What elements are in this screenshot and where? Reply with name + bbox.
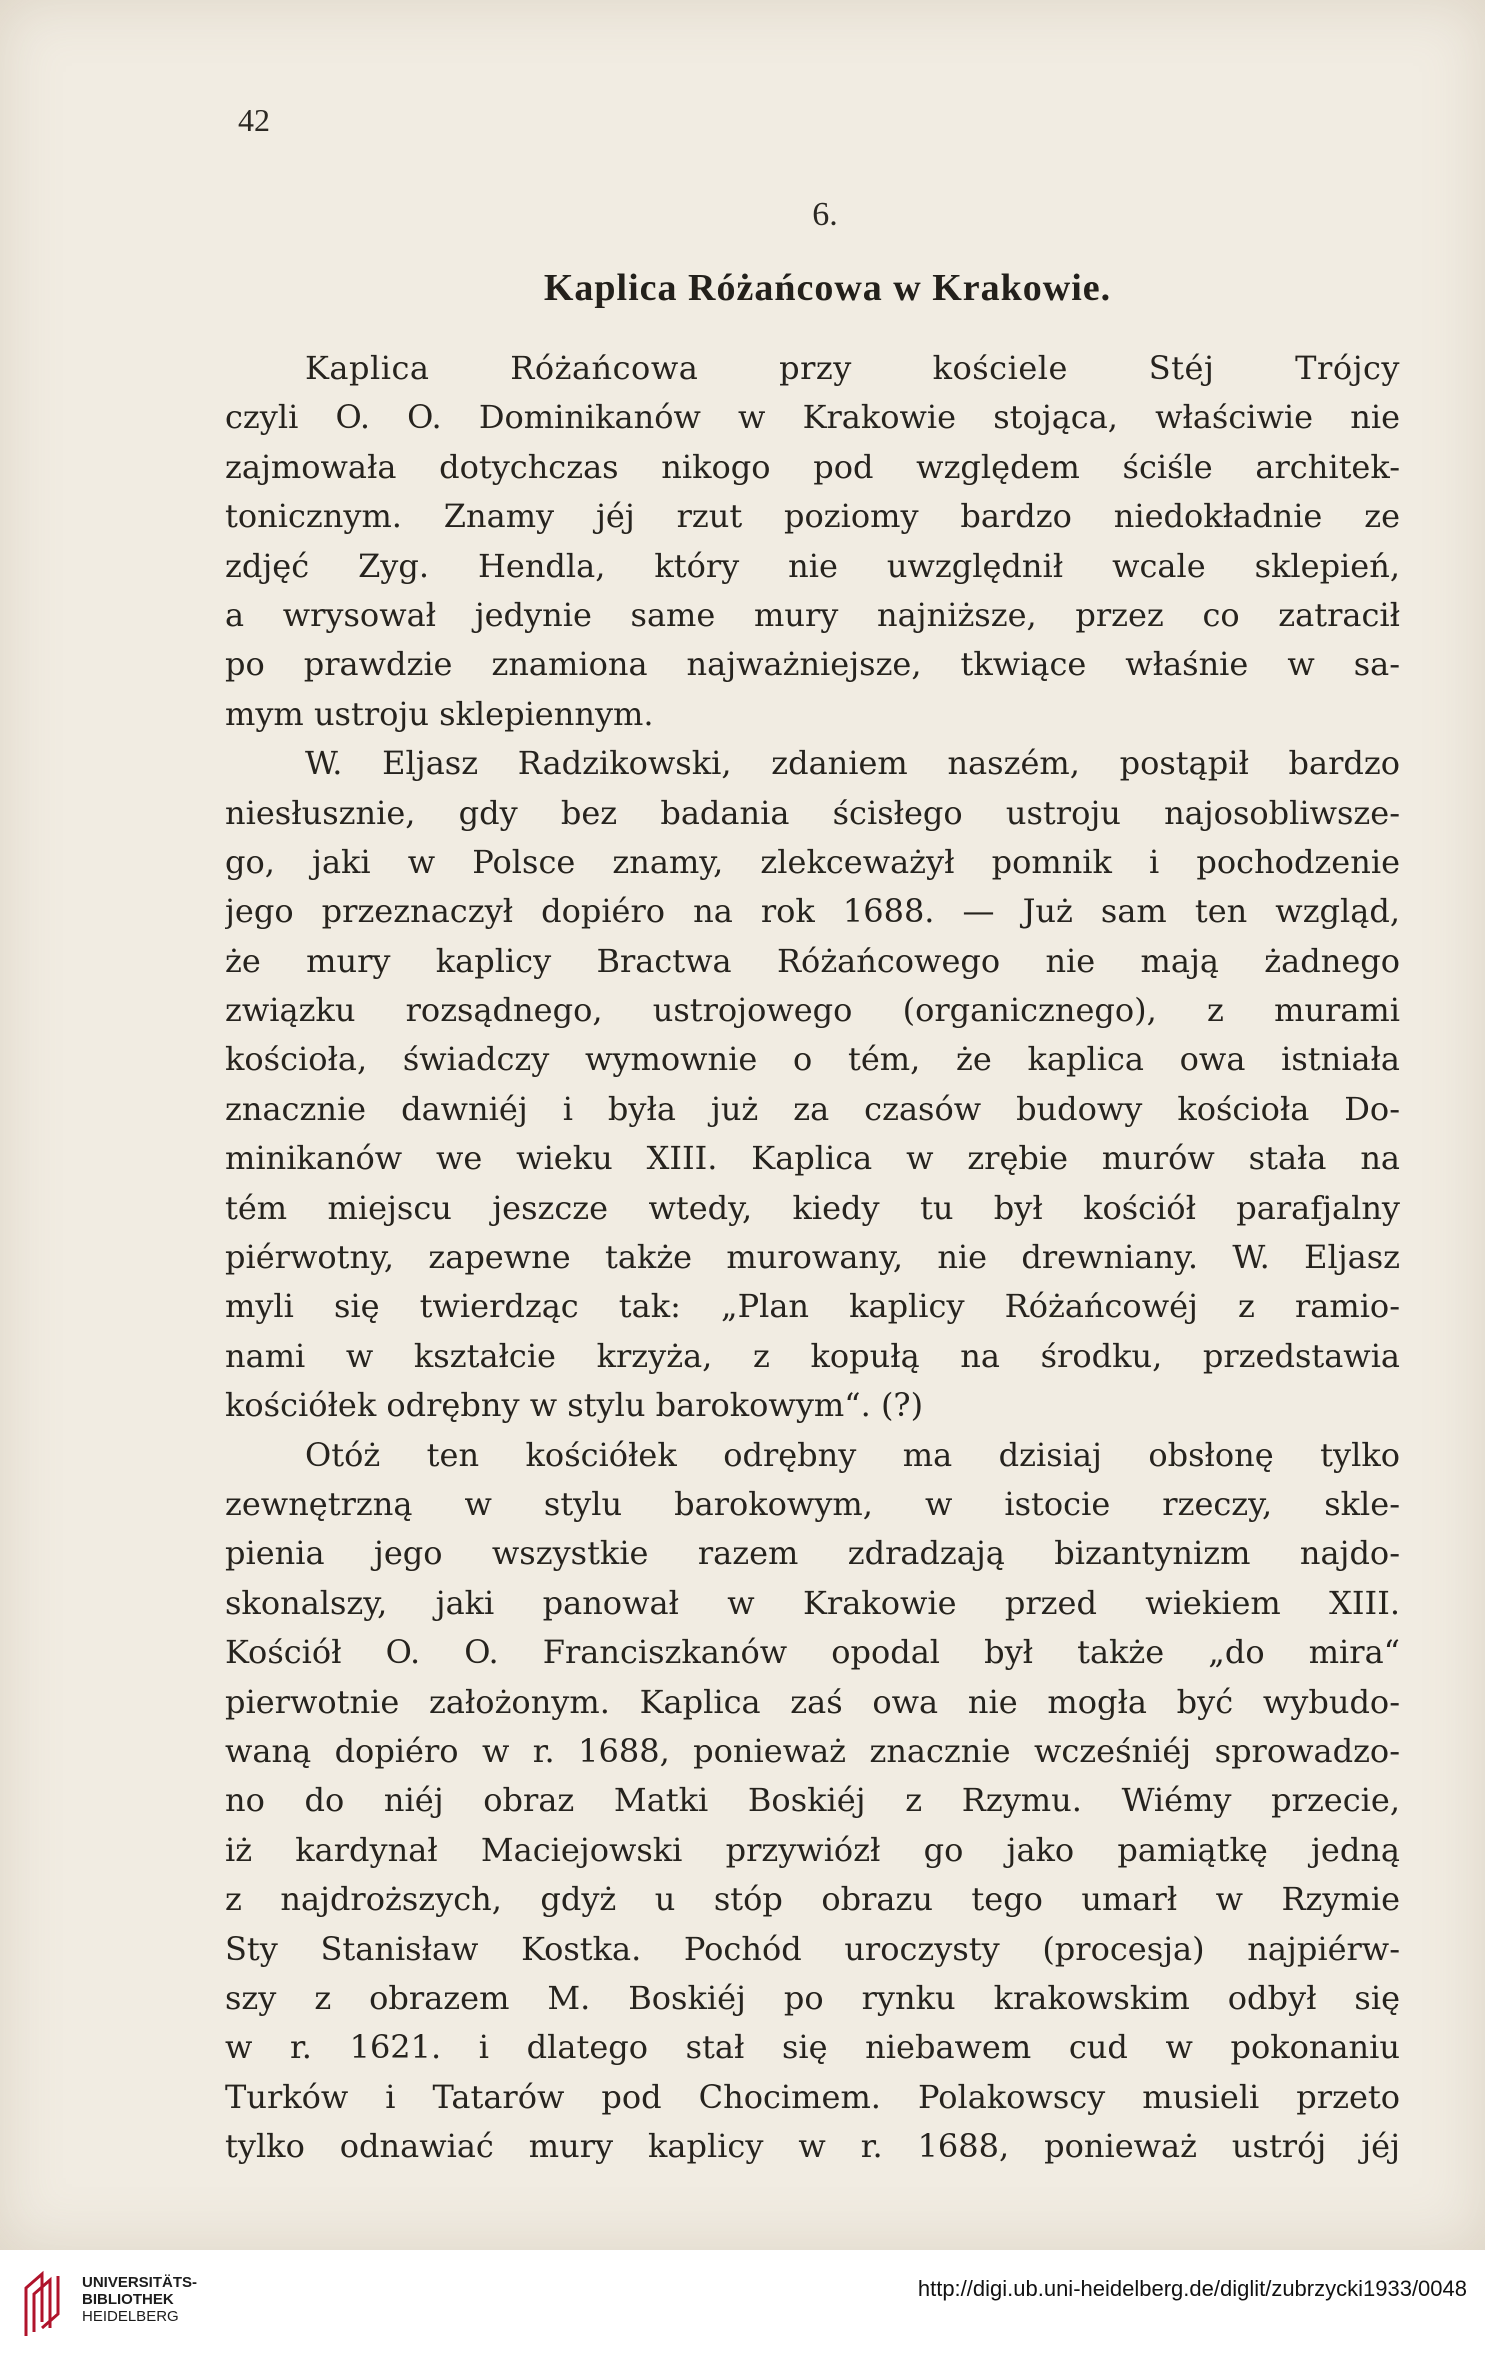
text-line: piérwotny, zapewne także murowany, nie drewniany. W. Eljasz	[225, 1238, 1400, 1277]
text-line: jego przeznaczył dopiéro na rok 1688. — Już sam ten wzgląd,	[225, 892, 1400, 931]
text-line: iż kardynał Maciejowski przywiózł go jako pamiątkę jedną	[225, 1830, 1400, 1869]
text-line: że mury kaplicy Bractwa Różańcowego nie mają żadnego	[225, 941, 1400, 980]
text-line: znacznie dawniéj i była już za czasów budowy kościoła Do-	[225, 1089, 1400, 1128]
text-line: no do niéj obraz Matki Boskiéj z Rzymu. Wiémy przecie,	[225, 1781, 1400, 1820]
text-line: zdjęć Zyg. Hendla, który nie uwzględnił wcale sklepień,	[225, 546, 1400, 585]
library-logo-icon	[18, 2266, 68, 2338]
body-text	[225, 344, 1400, 2171]
text-line: tylko odnawiać mury kaplicy w r. 1688, ponieważ ustrój jéj	[225, 2127, 1400, 2166]
text-line: zajmowała dotychczas nikogo pod względem ściśle architek-	[225, 447, 1400, 486]
text-line: minikanów we wieku XIII. Kaplica w zrębie murów stała na	[225, 1139, 1400, 1178]
text-line: tonicznym. Znamy jéj rzut poziomy bardzo niedokładnie ze	[225, 497, 1400, 536]
text-line: Otóż ten kościółek odrębny ma dzisiaj obsłonę tylko	[305, 1435, 1400, 1474]
text-line: kościółek odrębny w stylu barokowym“. (?)	[225, 1386, 924, 1425]
text-line: Sty Stanisław Kostka. Pochód uroczysty (procesja) najpiérw-	[225, 1929, 1400, 1968]
chapter-title: Kaplica Różańcowa w Krakowie.	[543, 267, 1112, 309]
text-line: nami w kształcie krzyża, z kopułą na środku, przedstawia	[225, 1336, 1400, 1375]
text-line: czyli O. O. Dominikanów w Krakowie stojąca, właściwie nie	[225, 398, 1400, 437]
library-name-line: HEIDELBERG	[82, 2308, 179, 2325]
text-line: a wrysował jedynie same mury najniższe, przez co zatracił	[225, 595, 1400, 634]
text-line: pienia jego wszystkie razem zdradzają bizantynizm najdo-	[225, 1534, 1400, 1573]
text-line: waną dopiéro w r. 1688, ponieważ znacznie wcześniéj sprowadzo-	[225, 1731, 1400, 1770]
text-line: niesłusznie, gdy bez badania ścisłego ustroju najosobliwsze-	[225, 793, 1400, 832]
footer-bar	[0, 2250, 1485, 2356]
text-line: pierwotnie założonym. Kaplica zaś owa nie mogła być wybudo-	[225, 1682, 1400, 1721]
page-number: 42	[238, 102, 270, 138]
text-line: myli się twierdząc tak: „Plan kaplicy Różańcowéj z ramio-	[225, 1287, 1400, 1326]
text-line: skonalszy, jaki panował w Krakowie przed wiekiem XIII.	[225, 1583, 1400, 1622]
library-name-line: UNIVERSITÄTS-	[82, 2274, 198, 2291]
text-line: W. Eljasz Radzikowski, zdaniem naszém, postąpił bardzo	[305, 744, 1400, 783]
text-line: tém miejscu jeszcze wtedy, kiedy tu był kościół parafjalny	[225, 1188, 1400, 1227]
text-line: Kaplica Różańcowa przy kościele Stéj Trójcy	[305, 349, 1400, 387]
text-line: zewnętrzną w stylu barokowym, w istocie rzeczy, skle-	[225, 1484, 1400, 1523]
section-number: 6.	[812, 196, 838, 233]
library-name-line: BIBLIOTHEK	[82, 2291, 174, 2308]
text-line: szy z obrazem M. Boskiéj po rynku krakowskim odbył się	[225, 1978, 1400, 2017]
text-line: Turków i Tatarów pod Chocimem. Polakowscy musieli przeto	[225, 2077, 1400, 2116]
text-line: go, jaki w Polsce znamy, zlekceważył pomnik i pochodzenie	[225, 842, 1400, 881]
text-line: po prawdzie znamiona najważniejsze, tkwiące właśnie w sa-	[225, 645, 1400, 684]
text-line: z najdroższych, gdyż u stóp obrazu tego umarł w Rzymie	[225, 1880, 1400, 1919]
text-line: mym ustroju sklepiennym.	[225, 694, 654, 733]
text-line: kościoła, świadczy wymownie o tém, że kaplica owa istniała	[225, 1040, 1400, 1079]
text-line: w r. 1621. i dlatego stał się niebawem cud w pokonaniu	[225, 2028, 1400, 2067]
library-name	[82, 2274, 197, 2325]
source-url-link[interactable]: http://digi.ub.uni-heidelberg.de/diglit/zubrzycki1933/0048	[917, 2276, 1467, 2301]
text-line: związku rozsądnego, ustrojowego (organicznego), z murami	[225, 991, 1400, 1030]
text-line: Kościół O. O. Franciszkanów opodal był także „do mira“	[225, 1633, 1400, 1672]
